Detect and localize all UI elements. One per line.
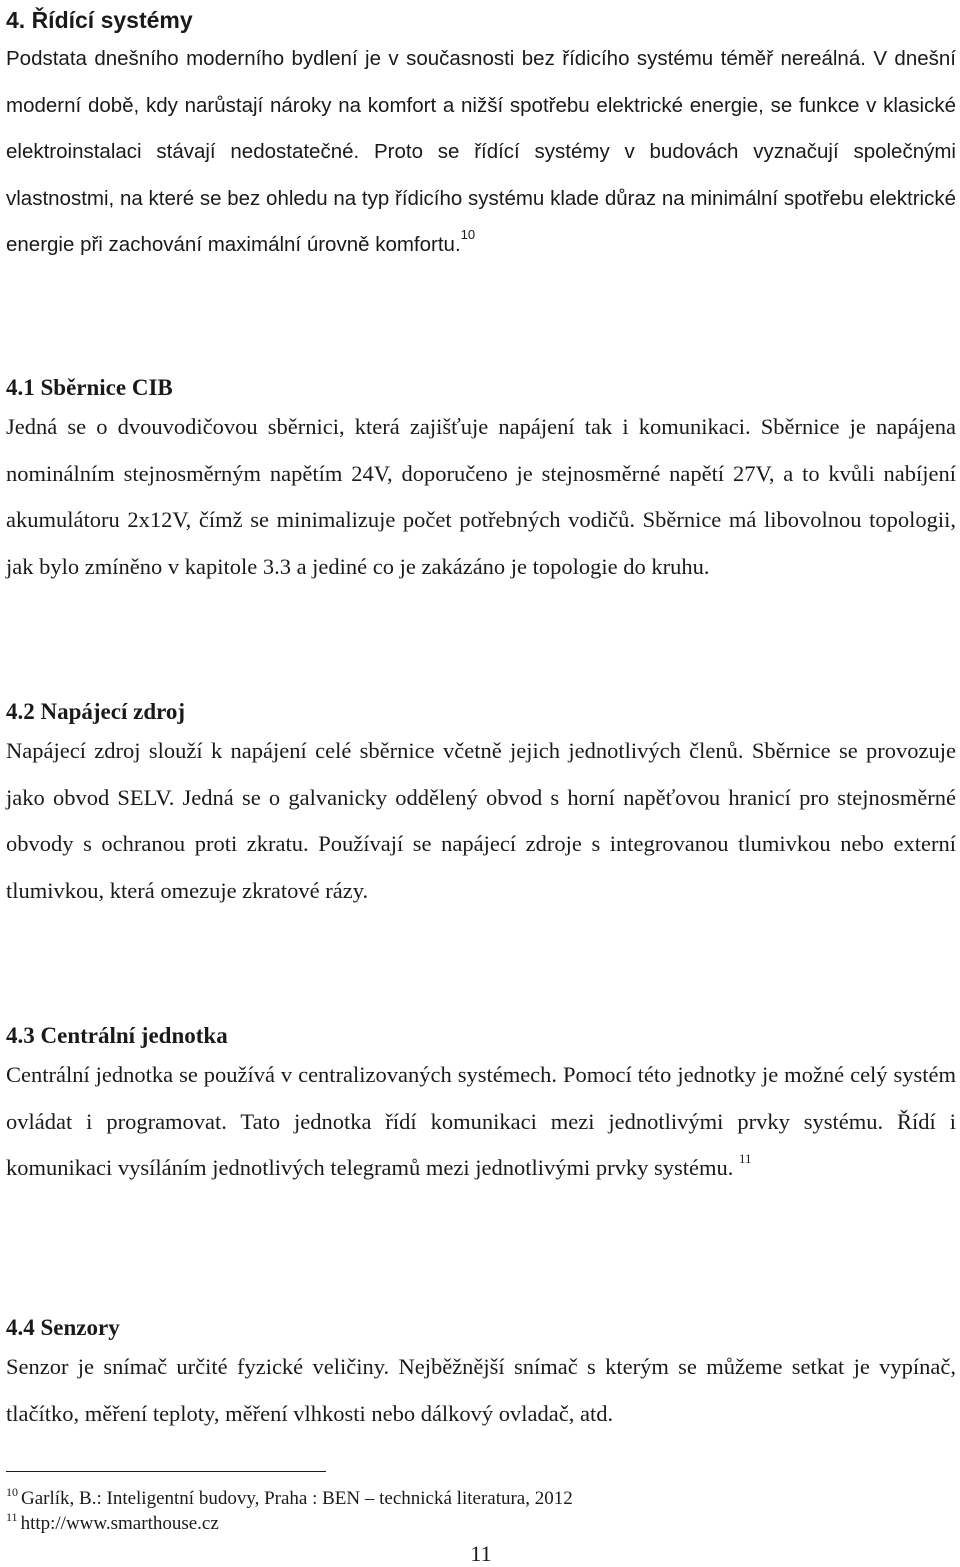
section-heading-central-unit: 4.3 Centrální jednotka bbox=[6, 1023, 228, 1048]
footnote-ref-11[interactable]: 11 bbox=[739, 1151, 752, 1166]
footnote-divider bbox=[6, 1471, 326, 1472]
footnote-text: Garlík, B.: Inteligentní budovy, Praha : BEN – technická literatura, 2012 bbox=[21, 1488, 573, 1509]
footnote-item bbox=[6, 1486, 956, 1511]
footnote-number: 10 bbox=[6, 1485, 18, 1499]
footnote-link[interactable]: http://www.smarthouse.cz bbox=[20, 1513, 219, 1534]
footnote-item bbox=[6, 1511, 956, 1536]
chapter-block bbox=[6, 2, 956, 269]
section-heading-cib: 4.1 Sběrnice CIB bbox=[6, 375, 173, 400]
section-paragraph-cib: Jedná se o dvouvodičovou sběrnici, která zajišťuje napájení tak i komunikaci. Sběrnice je napájena nominálním stejnosměrným napětím 24V, doporučeno je stejnosměrné napětí 27V, a to kvůli nabíjení akumulátoru 2x12V, čímž se minimalizuje počet potřebných vodičů. Sběrnice má libovolnou topologii, jak bylo zmíněno v kapitole 3.3 a jediné co je zakázáno je topologie do kruhu. bbox=[6, 414, 956, 579]
section-paragraph-central-unit bbox=[6, 1052, 956, 1192]
section-heading-sensors: 4.4 Senzory bbox=[6, 1315, 120, 1340]
page-number: 11 bbox=[470, 1541, 492, 1566]
footnotes bbox=[6, 1486, 956, 1536]
footnote-ref-10[interactable]: 10 bbox=[460, 227, 476, 242]
chapter-title: 4. Řídící systémy bbox=[6, 7, 193, 33]
section-paragraph-central-unit-text: Centrální jednotka se používá v centralizovaných systémech. Pomocí této jednotky je možné celý systém ovládat i programovat. Tato jednotka řídí komunikaci mezi jednotlivými prvky systému. Řídí i komunikaci vysíláním jednotlivých telegramů mezi jednotlivými prvky systému. bbox=[6, 1062, 956, 1180]
section-central-unit bbox=[6, 1022, 956, 1192]
section-paragraph-power-supply: Napájecí zdroj slouží k napájení celé sběrnice včetně jejich jednotlivých členů. Sběrnice se provozuje jako obvod SELV. Jedná se o galvanicky oddělený obvod s horní napěťovou hranicí pro stejnosměrné obvody s ochranou proti zkratu. Používají se napájecí zdroje s integrovanou tlumivkou nebo externí tlumivkou, která omezuje zkratové rázy. bbox=[6, 738, 956, 903]
footnote-number: 11 bbox=[6, 1510, 18, 1524]
section-sensors bbox=[6, 1314, 956, 1437]
section-cib bbox=[6, 374, 956, 590]
section-paragraph-sensors: Senzor je snímač určité fyzické veličiny. Nejběžnější snímač s kterým se můžeme setkat je vypínač, tlačítko, měření teploty, měření vlhkosti nebo dálkový ovladač, atd. bbox=[6, 1354, 956, 1426]
chapter-paragraph-text: Podstata dnešního moderního bydlení je v současnosti bez řídicího systému téměř nereálná. V dnešní moderní době, kdy narůstají nároky na komfort a nižší spotřebu elektrické energie, se funkce v klasické elektroinstalaci stávají nedostatečné. Proto se řídící systémy v budovách vyznačují společnými vlastnostmi, na které se bez ohledu na typ řídicího systému klade důraz na minimální spotřebu elektrické energie při zachování maximální úrovně komfortu. bbox=[6, 47, 956, 256]
section-power-supply bbox=[6, 698, 956, 914]
chapter-paragraph bbox=[6, 36, 956, 269]
section-heading-power-supply: 4.2 Napájecí zdroj bbox=[6, 699, 186, 724]
